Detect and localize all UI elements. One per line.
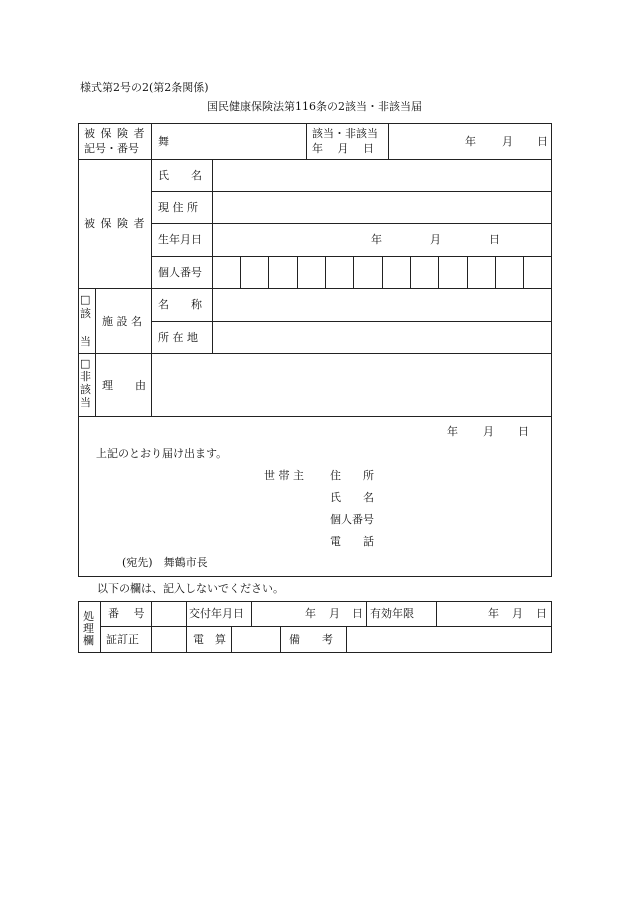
- issue-date-label: 交付年月日: [189, 607, 244, 620]
- issue-month: 月: [329, 607, 340, 620]
- form-title: 国民健康保険法第116条の2該当・非該当届: [207, 100, 422, 113]
- addressee: (宛先) 舞鶴市長: [122, 556, 208, 569]
- householder-name-label: 氏 名: [330, 491, 374, 504]
- computation-label: 電 算: [193, 633, 226, 646]
- not-applicable-checkbox[interactable]: □: [80, 357, 91, 370]
- declaration-text: 上記のとおり届け出ます。: [96, 447, 228, 460]
- correction-label: 証訂正: [106, 633, 139, 646]
- validity-label: 有効年限: [370, 607, 414, 620]
- remarks-label: 備 考: [289, 633, 333, 646]
- insured-id-value[interactable]: 舞: [158, 135, 169, 148]
- issue-day: 日: [352, 607, 363, 620]
- applicable-date-year: 年: [465, 135, 476, 148]
- declaration-year: 年: [447, 425, 458, 438]
- birth-month: 月: [430, 233, 441, 246]
- processing-label-3: 欄: [83, 634, 94, 647]
- valid-month: 月: [512, 607, 523, 620]
- personal-number-label: 個人番号: [158, 266, 202, 279]
- insured-id-label-2: 記号・番号: [84, 142, 139, 155]
- valid-day: 日: [536, 607, 547, 620]
- facility-name-label: 名 称: [158, 298, 202, 311]
- reason-label: 理 由: [102, 379, 146, 392]
- declaration-day: 日: [518, 425, 529, 438]
- householder-phone-label: 電 話: [330, 535, 374, 548]
- note-text: 以下の欄は、記入しないでください。: [97, 582, 284, 595]
- issue-year: 年: [305, 607, 316, 620]
- address-label: 現 住 所: [158, 201, 198, 214]
- insured-id-label-1: 被 保 険 者: [84, 127, 146, 140]
- applicable-date-label-1: 該当・非該当: [312, 127, 378, 140]
- applicable-date-day: 日: [537, 135, 548, 148]
- insured-group-label: 被 保 険 者: [84, 217, 146, 230]
- householder-personal-number-label: 個人番号: [330, 513, 374, 526]
- applicable-date-month: 月: [502, 135, 513, 148]
- birth-date-label: 生年月日: [158, 233, 202, 246]
- form-number: 様式第2号の2(第2条関係): [80, 81, 209, 94]
- applicable-checkbox[interactable]: □: [80, 293, 91, 306]
- facility-location-label: 所 在 地: [158, 331, 198, 344]
- name-label: 氏 名: [158, 169, 202, 182]
- birth-year: 年: [371, 233, 382, 246]
- householder-label: 世 帯 主: [264, 469, 304, 482]
- householder-address-label: 住 所: [330, 469, 374, 482]
- processing-label-2: 理: [83, 622, 94, 635]
- applicable-date-label-2: 年 月 日: [312, 142, 374, 155]
- birth-day: 日: [489, 233, 500, 246]
- valid-year: 年: [488, 607, 499, 620]
- facility-label: 施 設 名: [102, 315, 142, 328]
- declaration-month: 月: [483, 425, 494, 438]
- number-label: 番 号: [108, 607, 145, 620]
- processing-label-1: 処: [83, 610, 94, 623]
